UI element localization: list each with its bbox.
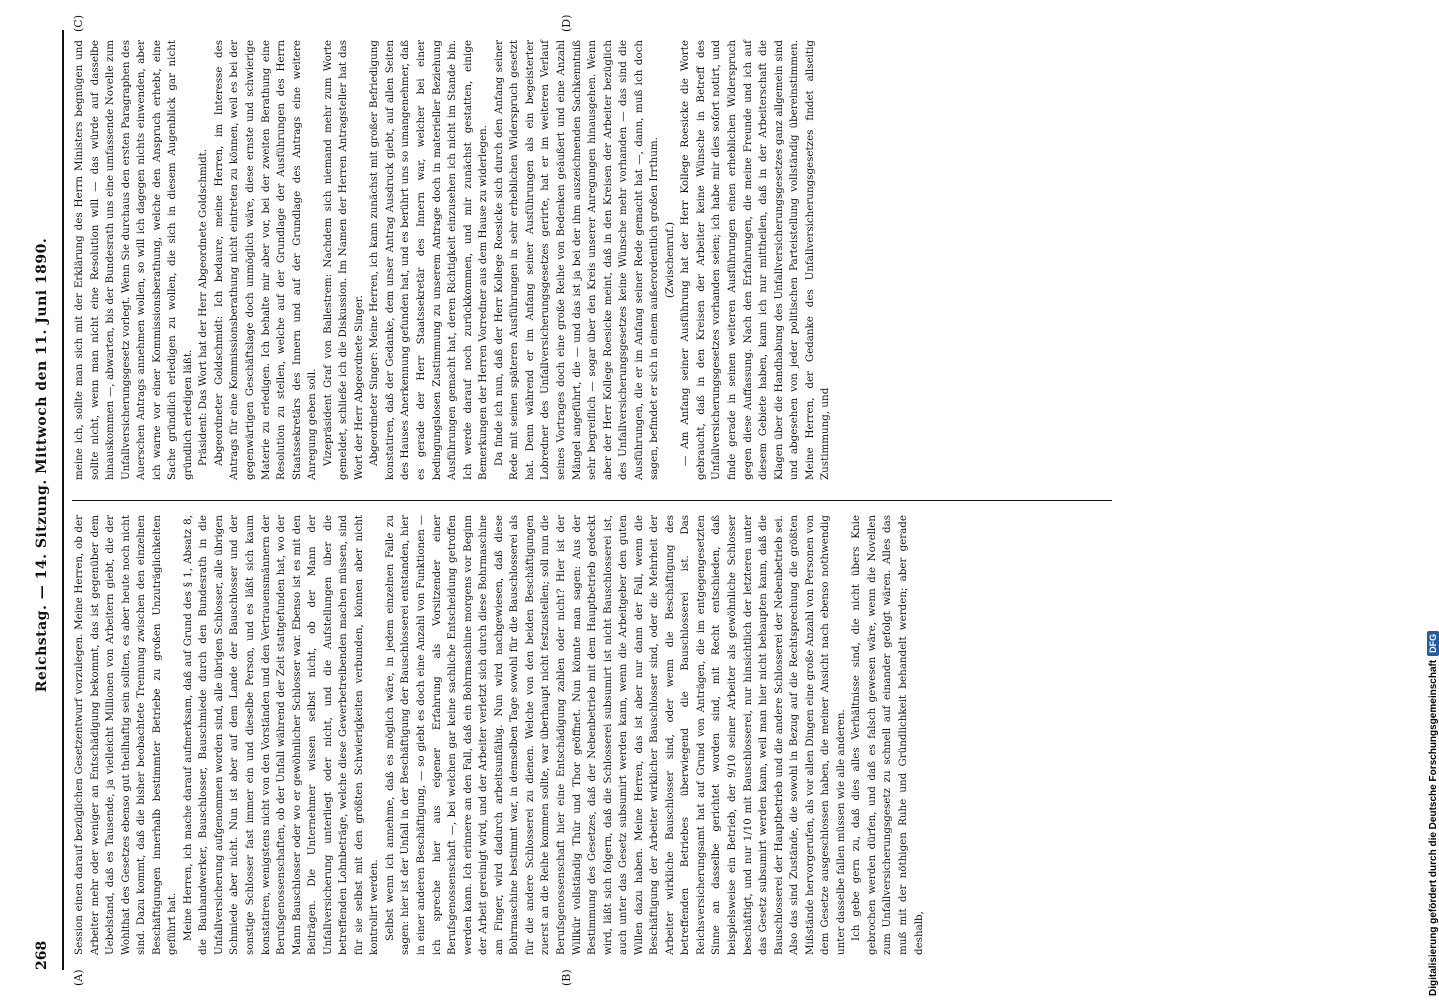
- margin-mark-d: (D): [560, 14, 573, 32]
- margin-mark-a: (A): [72, 969, 85, 986]
- running-title: Reichstag. — 14. Sitzung. Mittwoch den 11. Juni 1890.: [34, 237, 50, 693]
- margin-mark-b: (B): [560, 969, 573, 986]
- paragraph: Ich gebe gern zu, daß dies alles Verhältnisse sind, die nicht übers Knie gebrochen werden dürfen, und daß es falsch gewesen wäre, wenn die Novellen zum Unfallversicherungsgesetz zu schnell auf einander gefolgt wären. Alles das muß mit der nöthigen Ruhe und Gründlichkeit behandelt werden; aber gerade deshalb,: [850, 515, 925, 955]
- digitization-sidebar: [1413, 0, 1439, 1000]
- speaker-paragraph: Abgeordneter Goldschmidt: Ich bedaure, meine Herren, im Interesse des Antrags für eine Kommissionsberathung nicht eintreten zu können, weil es bei der gegenwärtigen Geschäftslage doch unmöglich wäre, diese ernste und schwierige Materie zu erledigen. Ich behalte mir aber vor, bei der zweiten Berathung eine Resolution zu stellen, welche auf der Grundlage der Ausführungen des Herrn Staatssekretärs des Innern und auf der Grundlage des Antrags eine weitere Anregung geben soll.: [212, 40, 319, 480]
- paragraph: Session einen darauf bezüglichen Gesetzentwurf vorzulegen. Meine Herren, ob der Arbeiter mehr oder weniger an Entschädigung bekommt, das ist gegenüber dem Uebelstand, daß es Tausende, ja vielleicht Millionen von Arbeitern giebt, die der Wohlthat des Gesetzes ebenso gut theilhaftig sein sollten, es aber heute noch nicht sind. Dazu kommt, daß die bisher beobachtete Trennung zwischen den einzelnen Beschäftigungen innerhalb bestimmter Betriebe zu großen Unzuträglichkeiten geführt hat.: [73, 515, 179, 955]
- column-divider: [72, 500, 1112, 501]
- speaker-paragraph: Vizepräsident Graf von Ballestrem: Nachdem sich niemand mehr zum Worte gemeldet, schließe ich die Diskussion. Im Namen der Herren Antragsteller hat das Wort der Herr Abgeordnete Singer.: [321, 40, 365, 480]
- page-header: [34, 30, 60, 970]
- interjection: (Zwischenruf.): [663, 222, 676, 298]
- margin-mark-c: (C): [72, 15, 85, 32]
- paragraph: Meine Herren, ich mache darauf aufmerksam, daß auf Grund des § 1, Absatz 8, die Bauhandwerker, Bauschlosser, Bauschmiede durch den Bundesrath in die Unfallversicherung aufgenommen worden sind, alle übrigen Schlosser, alle übrigen Schmiede aber nicht. Nun ist aber auf dem Lande der Bauschlosser und der sonstige Schlosser fast immer ein und dieselbe Person, und es läßt sich kaum konstatiren, wenigstens nicht von den Vorständen und den Vertrauensmännern der Berufsgenossenschaften, ob der Unfall während der Zeit stattgefunden hat, wo der Mann Bauschlosser oder wo er gewöhnlicher Schlosser war. Ebenso ist es mit den Beiträgen. Die Unternehmer wissen selbst nicht, ob der Mann der Unfallversicherung unterliegt oder nicht, und die Aufstellungen über die betreffenden Lohnbeträge, welche diese Gewerbetreibenden machen müssen, sind für sie selbst mit den größten Schwierigkeiten verbunden, können aber nicht kontrolirt werden.: [181, 515, 381, 955]
- right-column: [72, 40, 1117, 480]
- paragraph: meine ich, sollte man sich mit der Erklärung des Herrn Ministers begnügen und sollte nicht, wenn man nicht eine Resolution will — das würde auf dasselbe hinauskommen —, abwarten, bis der Bundesrath uns eine umfassende Novelle zum Unfallversicherungsgesetz vorlegt. Wenn Sie durchaus den ersten Paragraphen des Auerschen Antrags annehmen wollen, so will ich dagegen nichts einwenden, aber ich warne vor einer Kommissionsberathung, welche den Anspruch erhebt, eine Sache gründlich erledigen zu wollen, die sich in diesem Augenblick gar nicht gründlich erledigen läßt.: [73, 40, 194, 480]
- speaker-paragraph: Abgeordneter Singer: Meine Herren, ich kann zunächst mit großer Befriedigung konstatiren, daß der Gedanke, dem unser Antrag Ausdruck giebt, auf allen Seiten des Hauses Anerkennung gefunden hat, und es berührt uns so umangenehmer, daß es gerade der Herr Staatssekretär des Innern war, welcher bei einer bedingungslosen Zustimmung zu unserem Antrage doch in materieller Beziehung Ausführungen gemacht hat, deren Richtigkeit einzusehen ich nicht im Stande bin. Ich werde darauf noch zurückkommen, und mir zunächst gestatten, einige Bemerkungen der Herren Vorredner aus dem Hause zu widerlegen.: [368, 40, 490, 480]
- paragraph: — Am Anfang seiner Ausführung hat der Herr Kollege Roesicke die Worte gebraucht, daß in den Kreisen der Arbeiter keine Wünsche in Betreff des Unfallversicherungsgesetzes vorhanden seien; ich habe mir dies sofort notirt, und finde gerade in seinen weiteren Ausführungen einen erheblichen Widerspruch gegen diese Auffassung. Nach den Erfahrungen, die meine Freunde und ich auf diesem Gebiete haben, kann ich nur mittheilen, daß in der Arbeiterschaft die Klagen über die Handhabung des Unfallversicherungsgesetzes ganz allgemein sind und abgesehen von jeder politischen Parteistellung vollständig übereinstimmen. Meine Herren, der Gedanke des Unfallversicherungsgesetzes findet allseitig Zustimmung, und: [679, 40, 832, 480]
- speaker-paragraph: Präsident: Das Wort hat der Herr Abgeordnete Goldschmidt.: [197, 148, 210, 466]
- paragraph: Selbst wenn ich annehme, daß es möglich wäre, in jedem einzelnen Falle zu sagen: hier ist der Unfall in der Beschäftigung der Bauschlosserei entstanden, hier in einer anderen Beschäftigung, — so giebt es doch eine Anzahl von Funktionen — ich spreche hier aus eigener Erfahrung als Vorsitzender einer Berufsgenossenschaft —, bei welchen gar keine sachliche Entscheidung getroffen werden kann. Ich erinnere an den Fall, daß ein Bohrmaschine morgens vor Beginn der Arbeit gereinigt wird, und der Arbeiter verletzt sich durch diese Bohrmaschine am Finger, wird dadurch arbeitsunfähig. Nun wird nachgewiesen, daß diese Bohrmaschine bestimmt war, in demselben Tage sowohl für die Bauschlosserei als für die andere Schlosserei zu dienen. Welche von den beiden Beschäftigungen zuerst an die Reihe kommen sollte, war überhaupt nicht festzustellen; soll nun die Berufsgenossenschaft hier eine Entschädigung zahlen oder nicht? Hier ist der Willkür vollständig Thür und Thor geöffnet. Nun könnte man sagen: Aus der Bestimmung des Gesetzes, daß der Nebenbetrieb mit dem Hauptbetrieb gedeckt wird, läßt sich folgern, daß die Schlosserei subsumirt ist nicht Bauschlosserei ist, auch unter das Gesetz subsumirt werden kann, wenn die Arbeitgeber den guten Willen dazu haben. Meine Herren, das ist aber nur dann der Fall, wenn die Beschäftigung der Arbeiter wirklicher Bauschlosser sind, oder die Mehrheit der Arbeiter wirkliche Bauschlosser sind, oder wenn die Beschäftigung des betreffenden Betriebes überwiegend die Bauschlosserei ist. Das Reichsversicherungsamt hat auf Grund von Anträgen, die im entgegengesetzten Sinne an dasselbe gerichtet worden sind, mit Recht entschieden, daß beispielsweise ein Betrieb, der 9/10 seiner Arbeiter als gewöhnliche Schlosser beschäftigt, und nur 1/10 mit Bauschlosserei, nur hinsichtlich der letzteren unter das Gesetz subsumirt werden kann, weil man hier nicht behaupten kann, daß die Bauschlosserei der Hauptbetrieb und die andere Schlosserei der Nebenbetrieb sei. Also das sind Zustände, die sowohl in Bezug auf die Rechtsprechung die größten Mißstände hervorgerufen, als vor allen Dingen eine große Anzahl von Personen von dem Gesetze ausgeschlossen haben, die meiner Ansicht nach ebenso nothwendig unter dasselbe fallen müssen wie alle anderen.: [383, 515, 847, 955]
- credit-text: Digitalisierung gefördert durch die Deutsche Forschungsgemeinschaft: [1428, 659, 1439, 996]
- header-rule: [62, 30, 64, 970]
- paragraph: Da finde ich nun, daß der Herr Kollege Roesicke sich durch den Anfang seiner Rede mit seinen späteren Ausführungen in sehr erheblichen Widerspruch gesetzt hat. Denn während er im Anfang seiner Ausführungen als ein begeisterter Lobredner des Unfallversicherungsgesetzes gerirte, hat er im weiteren Verlauf seines Vortrages doch eine große Reihe von Bedenken geäußert und eine Anzahl Mängel angeführt, die — und das ist ja bei der ihm auszeichnenden Sachkenntniß sehr begreiflich — sogar über den Kreis unserer Anregungen hinausgehen. Wenn aber der Herr Kollege Roesicke meint, daß in den Kreisen der Arbeiter bezüglich des Unfallversicherungsgesetzes keine Wünsche mehr vorhanden — das sind die Ausführungen, die er im Anfang seiner Rede gemacht hat —, dann, muß ich doch sagen, befindet er sich in einem außerordentlich großen Irrthum.: [492, 40, 661, 480]
- page-number: 268: [34, 940, 50, 970]
- dfg-logo: DFG: [1427, 631, 1439, 656]
- left-column: [72, 515, 1117, 955]
- sidebar-credit: [1427, 631, 1439, 996]
